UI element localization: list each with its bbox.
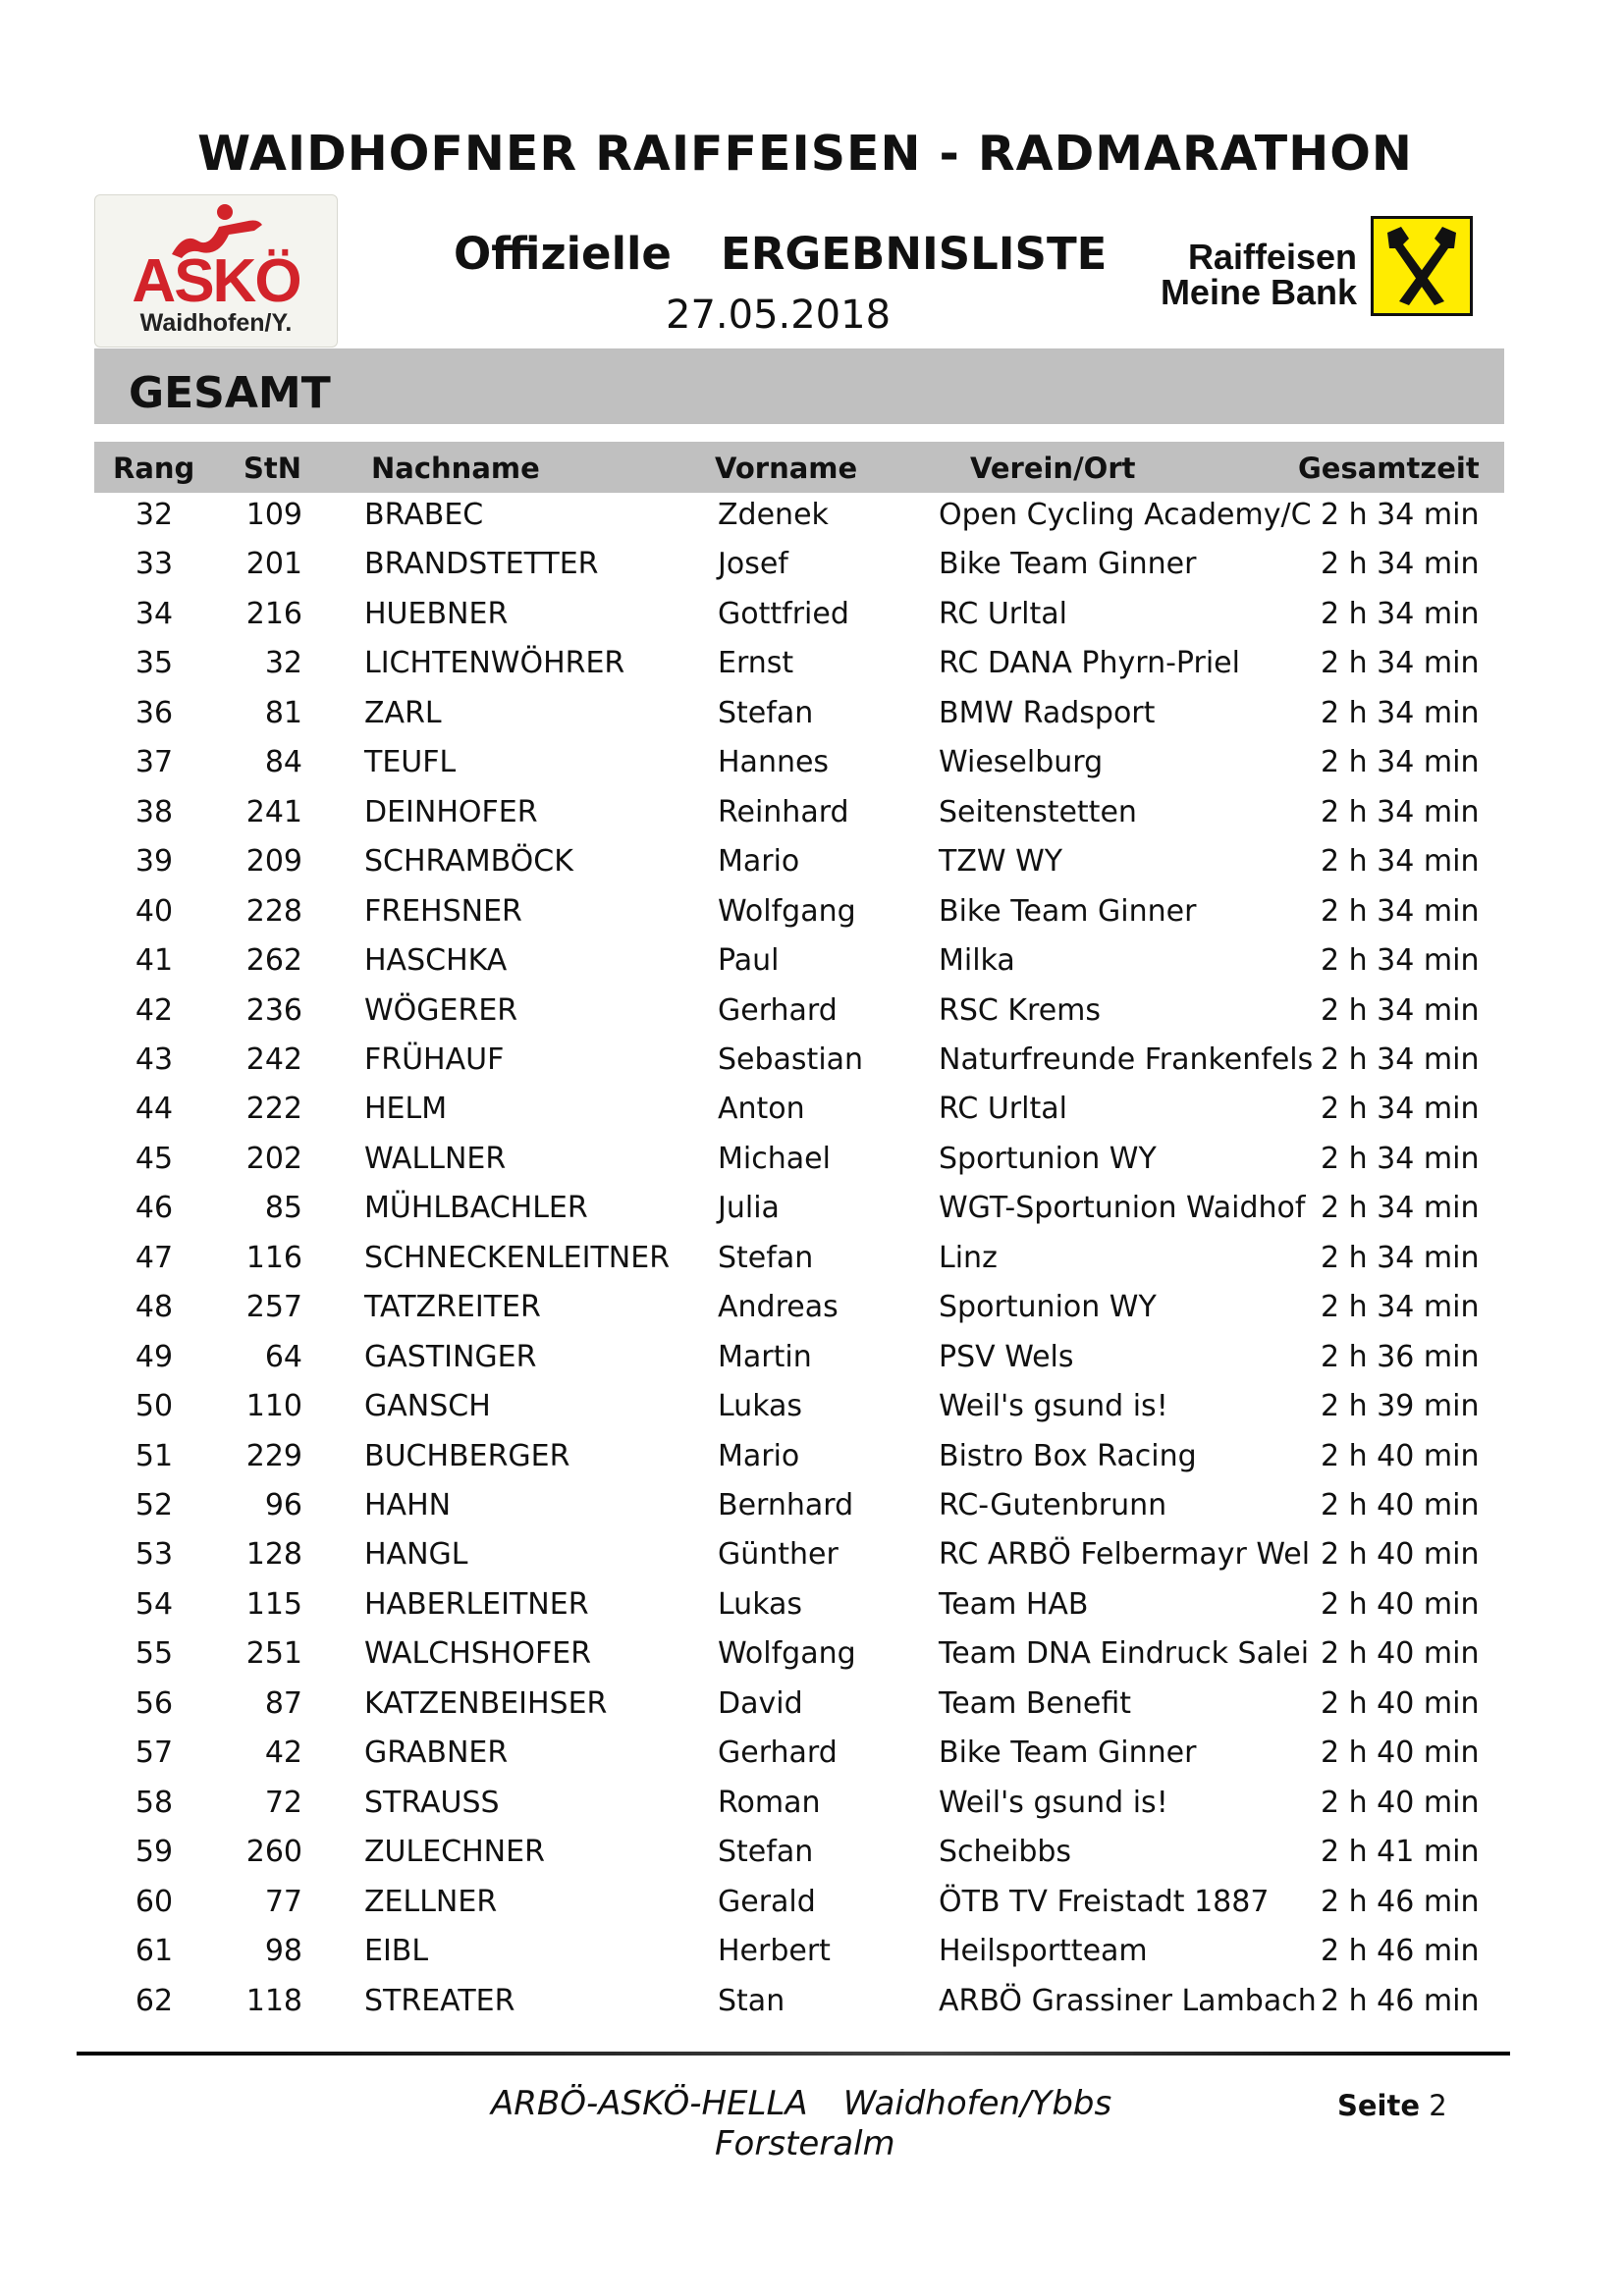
cell-verein: Seitenstetten — [939, 794, 1137, 829]
cell-gesamtzeit: 2 h 40 min — [1321, 1685, 1480, 1721]
cell-rang: 34 — [135, 596, 174, 631]
cell-rang: 42 — [135, 992, 174, 1028]
table-row — [0, 1382, 1624, 1431]
cell-rang: 47 — [135, 1240, 174, 1275]
cell-stn: 81 — [264, 695, 302, 730]
table-row — [0, 1878, 1624, 1927]
table-row — [0, 1283, 1624, 1332]
cell-stn: 115 — [245, 1586, 302, 1622]
cell-rang: 36 — [135, 695, 174, 730]
cell-rang: 32 — [135, 498, 174, 532]
cell-verein: Bike Team Ginner — [939, 547, 1197, 582]
cell-vorname: Reinhard — [718, 794, 849, 829]
cell-nachname: STREATER — [364, 1983, 515, 2018]
cell-stn: 209 — [245, 844, 302, 880]
subtitle — [454, 228, 1107, 280]
cell-rang: 59 — [135, 1835, 174, 1870]
header-vorname: Vorname — [715, 452, 858, 485]
cell-nachname: WÖGERER — [364, 992, 518, 1028]
cell-vorname: Stan — [718, 1983, 785, 2018]
cell-verein: ARBÖ Grassiner Lambach — [939, 1983, 1317, 2018]
cell-stn: 110 — [245, 1389, 302, 1424]
cell-nachname: BRANDSTETTER — [364, 547, 599, 582]
cell-verein: RC Urltal — [939, 596, 1067, 631]
cell-nachname: KATZENBEIHSER — [364, 1685, 608, 1721]
table-row — [0, 936, 1624, 986]
cell-vorname: Gerald — [718, 1884, 816, 1919]
page-number: 2 — [1429, 2089, 1447, 2122]
cell-stn: 72 — [264, 1785, 302, 1820]
cell-nachname: HABERLEITNER — [364, 1586, 589, 1622]
footer-club: ARBÖ-ASKÖ-HELLA — [491, 2084, 808, 2123]
cell-verein: Milka — [939, 943, 1015, 979]
table-row — [0, 837, 1624, 886]
cell-stn: 222 — [245, 1092, 302, 1127]
table-row — [0, 1184, 1624, 1233]
cell-vorname: Bernhard — [718, 1488, 854, 1522]
cell-verein: Weil's gsund is! — [939, 1389, 1168, 1424]
cell-verein: ÖTB TV Freistadt 1887 — [939, 1884, 1270, 1919]
cell-verein: RSC Krems — [939, 992, 1102, 1028]
cell-rang: 50 — [135, 1389, 174, 1424]
table-row — [0, 590, 1624, 639]
cell-verein: Scheibbs — [939, 1835, 1072, 1870]
cell-stn: 32 — [264, 646, 302, 681]
cell-gesamtzeit: 2 h 39 min — [1321, 1389, 1480, 1424]
table-row — [0, 1234, 1624, 1283]
table-row — [0, 1085, 1624, 1134]
table-row — [0, 540, 1624, 589]
cell-nachname: HELM — [364, 1092, 448, 1127]
table-row — [0, 1977, 1624, 2026]
table-row — [0, 1333, 1624, 1382]
cell-nachname: BUCHBERGER — [364, 1438, 570, 1473]
cell-stn: 216 — [245, 596, 302, 631]
cell-stn: 202 — [245, 1141, 302, 1176]
cell-rang: 48 — [135, 1290, 174, 1325]
cell-vorname: Hannes — [718, 745, 830, 780]
cell-rang: 38 — [135, 794, 174, 829]
raiffeisen-name: Raiffeisen — [1187, 237, 1357, 277]
cell-verein: Bike Team Ginner — [939, 893, 1197, 929]
cell-vorname: Ernst — [718, 646, 794, 681]
cell-gesamtzeit: 2 h 34 min — [1321, 794, 1480, 829]
cell-nachname: TATZREITER — [364, 1290, 541, 1325]
cell-rang: 60 — [135, 1884, 174, 1919]
cell-nachname: GANSCH — [364, 1389, 491, 1424]
asko-brand-text: ASKÖ — [132, 247, 300, 315]
table-row — [0, 1135, 1624, 1184]
footer-location: Forsteralm — [715, 2124, 895, 2163]
cell-gesamtzeit: 2 h 34 min — [1321, 893, 1480, 929]
cell-gesamtzeit: 2 h 34 min — [1321, 1191, 1480, 1226]
cell-nachname: FREHSNER — [364, 893, 522, 929]
cell-vorname: Herbert — [718, 1934, 831, 1969]
cell-gesamtzeit: 2 h 46 min — [1321, 1934, 1480, 1969]
cell-rang: 52 — [135, 1488, 174, 1522]
cell-nachname: HUEBNER — [364, 596, 509, 631]
cell-vorname: Michael — [718, 1141, 831, 1176]
cell-vorname: Gerhard — [718, 1735, 838, 1771]
cell-vorname: Stefan — [718, 1240, 814, 1275]
cell-verein: PSV Wels — [939, 1339, 1074, 1374]
cell-vorname: Roman — [718, 1785, 821, 1820]
cell-vorname: Gottfried — [718, 596, 849, 631]
cell-nachname: ZELLNER — [364, 1884, 498, 1919]
header-verein: Verein/Ort — [970, 452, 1136, 485]
cell-nachname: TEUFL — [364, 745, 457, 780]
table-row — [0, 1779, 1624, 1828]
cell-stn: 116 — [245, 1240, 302, 1275]
cell-gesamtzeit: 2 h 34 min — [1321, 1290, 1480, 1325]
cell-vorname: Stefan — [718, 695, 814, 730]
cell-gesamtzeit: 2 h 36 min — [1321, 1339, 1480, 1374]
asko-location-text: Waidhofen/Y. — [139, 309, 293, 337]
cell-rang: 37 — [135, 745, 174, 780]
cell-rang: 43 — [135, 1041, 174, 1077]
page-label: Seite — [1337, 2089, 1421, 2122]
cell-nachname: STRAUSS — [364, 1785, 500, 1820]
cell-rang: 58 — [135, 1785, 174, 1820]
cell-gesamtzeit: 2 h 34 min — [1321, 844, 1480, 880]
table-row — [0, 639, 1624, 688]
cell-stn: 98 — [264, 1934, 302, 1969]
cell-vorname: Andreas — [718, 1290, 839, 1325]
cell-rang: 39 — [135, 844, 174, 880]
cell-verein: BMW Radsport — [939, 695, 1156, 730]
cell-stn: 128 — [245, 1537, 302, 1573]
asko-logo — [94, 194, 338, 347]
footer-city: Waidhofen/Ybbs — [842, 2084, 1112, 2123]
cell-rang: 56 — [135, 1685, 174, 1721]
cell-nachname: WALCHSHOFER — [364, 1636, 592, 1672]
cell-nachname: ZARL — [364, 695, 442, 730]
cell-nachname: GASTINGER — [364, 1339, 537, 1374]
cell-rang: 55 — [135, 1636, 174, 1672]
cell-vorname: David — [718, 1685, 803, 1721]
cell-vorname: Wolfgang — [718, 893, 856, 929]
table-row — [0, 1432, 1624, 1481]
table-row — [0, 1530, 1624, 1579]
cell-vorname: Stefan — [718, 1835, 814, 1870]
cell-verein: Naturfreunde Frankenfels — [939, 1041, 1314, 1077]
table-row — [0, 1680, 1624, 1729]
cell-nachname: HAHN — [364, 1488, 452, 1522]
cell-verein: RC DANA Phyrn-Priel — [939, 646, 1240, 681]
table-row — [0, 987, 1624, 1036]
cell-verein: Team DNA Eindruck Salei — [939, 1636, 1310, 1672]
cell-verein: Wieselburg — [939, 745, 1104, 780]
cell-nachname: DEINHOFER — [364, 794, 538, 829]
cell-verein: WGT-Sportunion Waidhof — [939, 1191, 1306, 1226]
cell-vorname: Zdenek — [718, 498, 829, 532]
cell-gesamtzeit: 2 h 34 min — [1321, 547, 1480, 582]
table-row — [0, 1927, 1624, 1976]
cell-rang: 54 — [135, 1586, 174, 1622]
cell-stn: 87 — [264, 1685, 302, 1721]
cell-verein: Bistro Box Racing — [939, 1438, 1197, 1473]
cell-verein: Team HAB — [939, 1586, 1089, 1622]
table-row — [0, 1036, 1624, 1085]
subtitle-official: Offizielle — [454, 228, 672, 280]
section-title: GESAMT — [129, 368, 331, 418]
cell-rang: 61 — [135, 1934, 174, 1969]
cell-rang: 45 — [135, 1141, 174, 1176]
cell-gesamtzeit: 2 h 34 min — [1321, 498, 1480, 532]
table-row — [0, 1828, 1624, 1877]
cell-gesamtzeit: 2 h 40 min — [1321, 1488, 1480, 1522]
raiffeisen-slogan: Meine Bank — [1160, 272, 1357, 312]
cell-gesamtzeit: 2 h 34 min — [1321, 745, 1480, 780]
raiffeisen-logo-text — [1135, 237, 1357, 312]
cell-gesamtzeit: 2 h 40 min — [1321, 1438, 1480, 1473]
cell-stn: 77 — [264, 1884, 302, 1919]
cell-verein: Team Benefit — [939, 1685, 1131, 1721]
cell-stn: 228 — [245, 893, 302, 929]
cell-stn: 257 — [245, 1290, 302, 1325]
cell-nachname: SCHRAMBÖCK — [364, 844, 573, 880]
cell-gesamtzeit: 2 h 34 min — [1321, 1141, 1480, 1176]
cell-nachname: HASCHKA — [364, 943, 508, 979]
cell-gesamtzeit: 2 h 40 min — [1321, 1785, 1480, 1820]
cell-vorname: Josef — [718, 547, 788, 582]
cell-gesamtzeit: 2 h 34 min — [1321, 992, 1480, 1028]
cell-vorname: Gerhard — [718, 992, 838, 1028]
cell-gesamtzeit: 2 h 34 min — [1321, 695, 1480, 730]
cell-gesamtzeit: 2 h 46 min — [1321, 1884, 1480, 1919]
cell-nachname: SCHNECKENLEITNER — [364, 1240, 671, 1275]
table-row — [0, 689, 1624, 738]
cell-stn: 85 — [264, 1191, 302, 1226]
footer-divider — [77, 2052, 1510, 2056]
table-row — [0, 1629, 1624, 1679]
cell-stn: 229 — [245, 1438, 302, 1473]
cell-nachname: GRABNER — [364, 1735, 509, 1771]
cell-nachname: EIBL — [364, 1934, 429, 1969]
cell-rang: 33 — [135, 547, 174, 582]
cell-vorname: Günther — [718, 1537, 839, 1573]
cell-verein: Heilsportteam — [939, 1934, 1148, 1969]
cell-stn: 236 — [245, 992, 302, 1028]
cell-vorname: Wolfgang — [718, 1636, 856, 1672]
header-gesamtzeit: Gesamtzeit — [1298, 452, 1480, 485]
cell-rang: 62 — [135, 1983, 174, 2018]
cell-stn: 201 — [245, 547, 302, 582]
cell-nachname: WALLNER — [364, 1141, 507, 1176]
cell-gesamtzeit: 2 h 40 min — [1321, 1586, 1480, 1622]
cell-gesamtzeit: 2 h 34 min — [1321, 1240, 1480, 1275]
cell-gesamtzeit: 2 h 34 min — [1321, 646, 1480, 681]
cell-vorname: Anton — [718, 1092, 805, 1127]
cell-verein: RC-Gutenbrunn — [939, 1488, 1167, 1522]
cell-gesamtzeit: 2 h 46 min — [1321, 1983, 1480, 2018]
page-indicator — [1337, 2089, 1447, 2122]
table-row — [0, 1729, 1624, 1778]
cell-rang: 44 — [135, 1092, 174, 1127]
table-row — [0, 788, 1624, 837]
cell-gesamtzeit: 2 h 34 min — [1321, 943, 1480, 979]
cell-rang: 51 — [135, 1438, 174, 1473]
cell-verein: Bike Team Ginner — [939, 1735, 1197, 1771]
cell-verein: Linz — [939, 1240, 998, 1275]
cell-stn: 84 — [264, 745, 302, 780]
cell-verein: Sportunion WY — [939, 1290, 1157, 1325]
cell-gesamtzeit: 2 h 34 min — [1321, 596, 1480, 631]
cell-rang: 46 — [135, 1191, 174, 1226]
cell-vorname: Martin — [718, 1339, 812, 1374]
header-rang: Rang — [113, 452, 195, 485]
cell-vorname: Julia — [718, 1191, 780, 1226]
cell-vorname: Lukas — [718, 1586, 803, 1622]
cell-gesamtzeit: 2 h 41 min — [1321, 1835, 1480, 1870]
cell-stn: 260 — [245, 1835, 302, 1870]
cell-nachname: MÜHLBACHLER — [364, 1191, 588, 1226]
cell-stn: 262 — [245, 943, 302, 979]
cell-stn: 251 — [245, 1636, 302, 1672]
cell-verein: Open Cycling Academy/C — [939, 498, 1312, 532]
cell-verein: Weil's gsund is! — [939, 1785, 1168, 1820]
cell-gesamtzeit: 2 h 40 min — [1321, 1735, 1480, 1771]
cell-nachname: HANGL — [364, 1537, 468, 1573]
event-date: 27.05.2018 — [666, 293, 892, 338]
document-title: WAIDHOFNER RAIFFEISEN - RADMARATHON — [197, 126, 1413, 182]
cell-vorname: Mario — [718, 844, 800, 880]
cell-nachname: LICHTENWÖHRER — [364, 646, 625, 681]
cell-stn: 96 — [264, 1488, 302, 1522]
table-row — [0, 738, 1624, 787]
cell-stn: 241 — [245, 794, 302, 829]
cell-stn: 64 — [264, 1339, 302, 1374]
cell-vorname: Lukas — [718, 1389, 803, 1424]
footer-organizer — [491, 2084, 1111, 2123]
cell-gesamtzeit: 2 h 34 min — [1321, 1041, 1480, 1077]
subtitle-results-list: ERGEBNISLISTE — [720, 228, 1108, 280]
cell-stn: 109 — [245, 498, 302, 532]
cell-stn: 42 — [264, 1735, 302, 1771]
cell-rang: 40 — [135, 893, 174, 929]
cell-verein: RC Urltal — [939, 1092, 1067, 1127]
cell-stn: 242 — [245, 1041, 302, 1077]
header-nachname: Nachname — [371, 452, 540, 485]
cell-gesamtzeit: 2 h 40 min — [1321, 1537, 1480, 1573]
cell-rang: 41 — [135, 943, 174, 979]
cell-rang: 53 — [135, 1537, 174, 1573]
table-row — [0, 1580, 1624, 1629]
table-row — [0, 491, 1624, 540]
cell-nachname: ZULECHNER — [364, 1835, 545, 1870]
cell-vorname: Paul — [718, 943, 780, 979]
table-row — [0, 1481, 1624, 1530]
cell-gesamtzeit: 2 h 34 min — [1321, 1092, 1480, 1127]
cell-nachname: BRABEC — [364, 498, 484, 532]
cell-gesamtzeit: 2 h 40 min — [1321, 1636, 1480, 1672]
cell-stn: 118 — [245, 1983, 302, 2018]
cell-verein: Sportunion WY — [939, 1141, 1157, 1176]
cell-nachname: FRÜHAUF — [364, 1041, 505, 1077]
cell-verein: TZW WY — [939, 844, 1063, 880]
raiffeisen-gable-cross-icon — [1371, 216, 1473, 316]
cell-vorname: Mario — [718, 1438, 800, 1473]
cell-rang: 49 — [135, 1339, 174, 1374]
cell-vorname: Sebastian — [718, 1041, 864, 1077]
cell-rang: 57 — [135, 1735, 174, 1771]
cell-rang: 35 — [135, 646, 174, 681]
cell-verein: RC ARBÖ Felbermayr Wel — [939, 1537, 1311, 1573]
header-stn: StN — [244, 452, 302, 485]
table-row — [0, 887, 1624, 936]
